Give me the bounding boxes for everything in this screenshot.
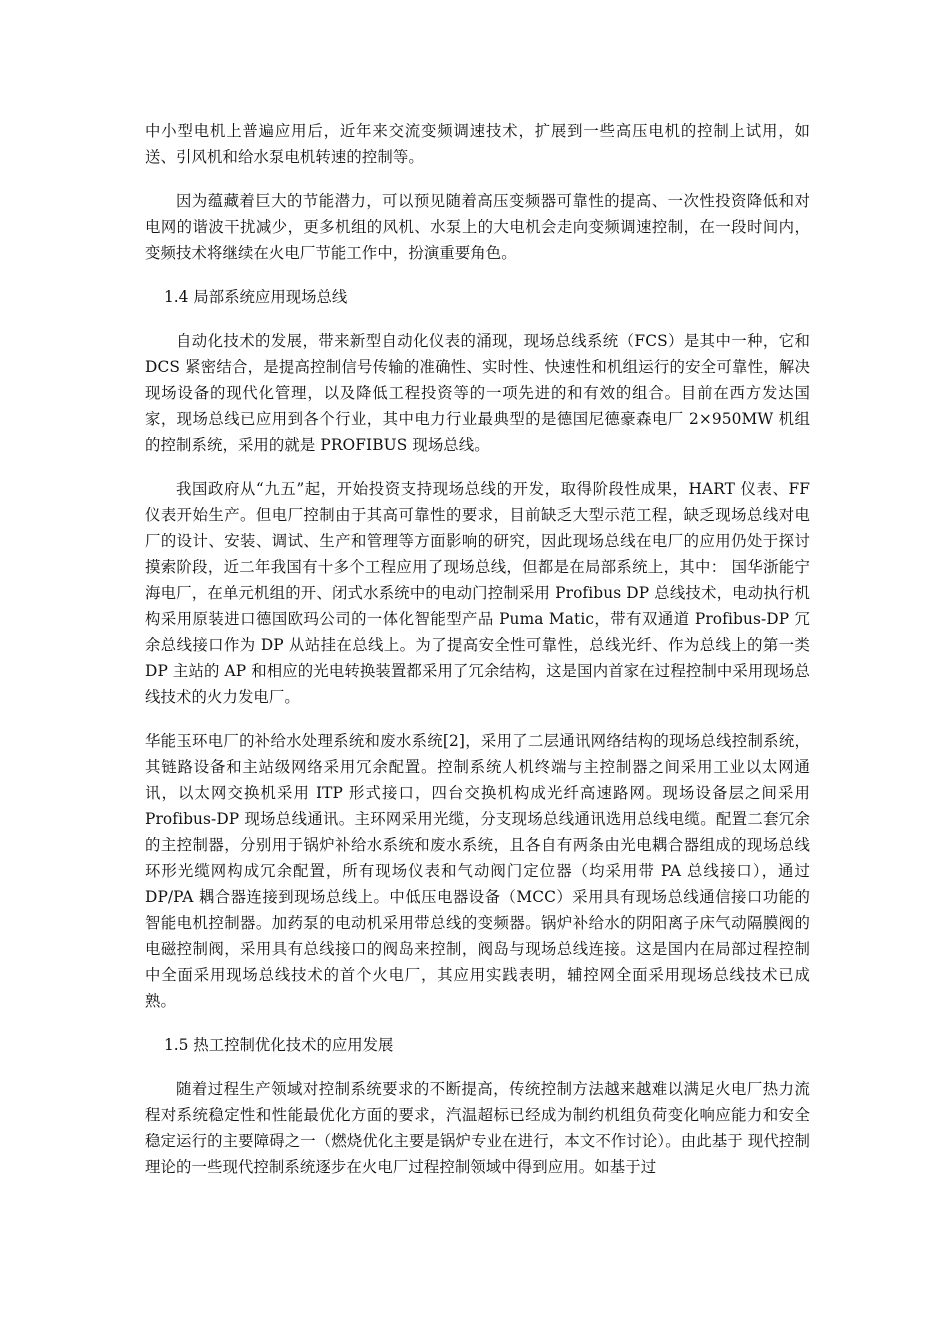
paragraph-inverter-outlook: 因为蕴藏着巨大的节能潜力，可以预见随着高压变频器可靠性的提高、一次性投资降低和对电网的谐波干扰减少，更多机组的风机、水泵上的大电机会走向变频调速控制，在一段时间内，变频技术将继续在火电厂节能工作中，扮演重要角色。	[145, 192, 810, 262]
paragraph-yuhuan-plant: 华能玉环电厂的补给水处理系统和废水系统[2]，采用了二层通讯网络结构的现场总线控制系统，其链路设备和主站级网络采用冗余配置。控制系统人机终端与主控制器之间采用工业以太网通讯，以太网交换机采用 ITP 形式接口，四台交换机构成光纤高速路网。现场设备层之间采用 Profibus-DP 现场总线通讯。主环网采用光缆，分支现场总线通讯选用总线电缆。配置二套冗余的主控制器，分别用于锅炉补给水系统和废水系统，且各自有两条由光电耦合器组成的现场总线环形光缆网构成冗余配置，所有现场仪表和气动阀门定位器（均采用带 PA 总线接口），通过 DP/PA 耦合器连接到现场总线上。中低压电器设备（MCC）采用具有现场总线通信接口功能的智能电机控制器。加药泵的电动机采用带总线的变频器。锅炉补给水的阴阳离子床气动隔膜阀的电磁控制阀，采用具有总线接口的阀岛来控制，阀岛与现场总线连接。这是国内在局部过程控制中全面采用现场总线技术的首个火电厂，其应用实践表明，辅控网全面采用现场总线技术已成熟。	[145, 732, 810, 1010]
section-heading-1-5: 1.5 热工控制优化技术的应用发展	[164, 1036, 394, 1054]
paragraph-optimization: 随着过程生产领域对控制系统要求的不断提高，传统控制方法越来越难以满足火电厂热力流程对系统稳定性和性能最优化方面的要求，汽温超标已经成为制约机组负荷变化响应能力和安全稳定运行的主要障碍之一（燃烧优化主要是锅炉专业在进行，本文不作讨论）。由此基于 现代控制理论的一些现代控制系统逐步在火电厂过程控制领域中得到应用。如基于过	[145, 1080, 810, 1176]
paragraph-fieldbus-china: 我国政府从“九五”起，开始投资支持现场总线的开发，取得阶段性成果，HART 仪表、FF 仪表开始生产。但电厂控制由于其高可靠性的要求，目前缺乏大型示范工程，缺乏现场总线对电厂的设计、安装、调试、生产和管理等方面影响的研究，因此现场总线在电厂的应用仍处于探讨摸索阶段，近二年我国有十多个工程应用了现场总线，但都是在局部系统上，其中： 国华浙能宁海电厂，在单元机组的开、闭式水系统中的电动门控制采用 Profibus DP 总线技术，电动执行机构采用原装进口德国欧玛公司的一体化智能型产品 Puma Matic，带有双通道 Profibus-DP 冗余总线接口作为 DP 从站挂在总线上。为了提高安全性可靠性，总线光纤、作为总线上的第一类 DP 主站的 AP 和相应的光电转换装置都采用了冗余结构，这是国内首家在过程控制中采用现场总线技术的火力发电厂。	[145, 480, 810, 706]
paragraph-continuation: 中小型电机上普遍应用后，近年来交流变频调速技术，扩展到一些高压电机的控制上试用，如送、引风机和给水泵电机转速的控制等。	[145, 122, 810, 166]
document-page	[145, 118, 810, 1180]
paragraph-fieldbus-intro: 自动化技术的发展，带来新型自动化仪表的涌现，现场总线系统（FCS）是其中一种，它和 DCS 紧密结合，是提高控制信号传输的准确性、实时性、快速性和机组运行的安全可靠性，解决现场设备的现代化管理，以及降低工程投资等的一项先进的和有效的组合。目前在西方发达国家，现场总线已应用到各个行业，其中电力行业最典型的是德国尼德豪森电厂 2×950MW 机组的控制系统，采用的就是 PROFIBUS 现场总线。	[145, 332, 810, 454]
section-heading-1-4: 1.4 局部系统应用现场总线	[164, 288, 348, 306]
